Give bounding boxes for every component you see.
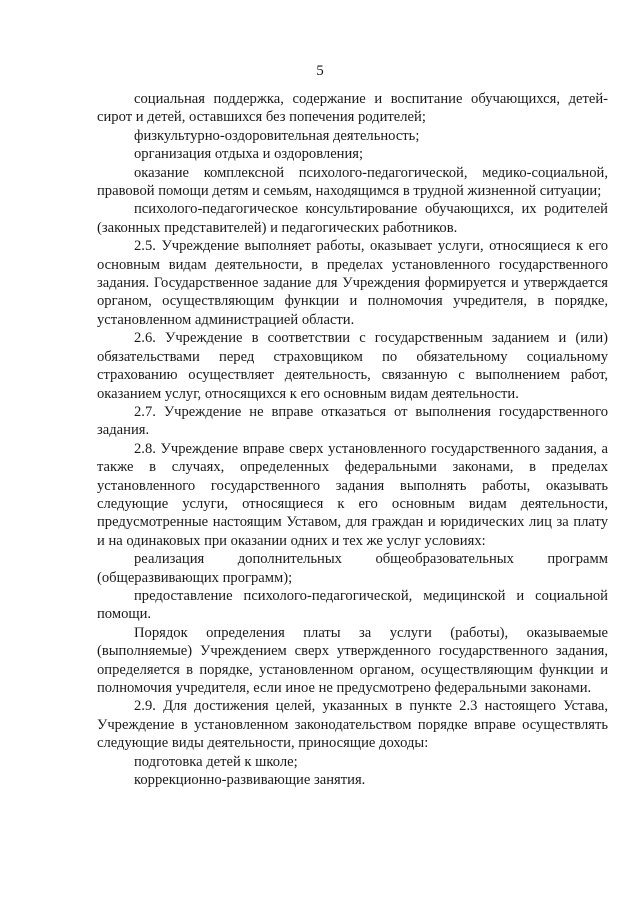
paragraph-additional-programs: реализация дополнительных общеобразовательных программ (общеразвивающих программ); [97, 551, 608, 586]
paragraph-psych-consulting: психолого-педагогическое консультирование обучающихся, их родителей (законных представителей) и педагогических работников. [97, 201, 608, 236]
paragraph-recreation: организация отдыха и оздоровления; [134, 146, 364, 163]
paragraph-school-preparation: подготовка детей к школе; [134, 753, 298, 770]
paragraph-clause-2-8: 2.8. Учреждение вправе сверх установленного государственного задания, а также в случаях, определенных федеральными законами, в пределах установленного государственного задания выполнять работы, оказывать следующие услуги, относящиеся к его основным видам деятельности, предусмотренные настоящим Уставом, для граждан и юридических лиц за плату и на одинаковых при оказании одних и тех же услуг условиях: [97, 440, 608, 549]
paragraph-clause-2-5: 2.5. Учреждение выполняет работы, оказывает услуги, относящиеся к его основным видам деятельности, в пределах установленного государственного задания. Государственное задание для Учреждения формируется и утверждается органом, осуществляющим функции и полномочия учредителя, в порядке, установленном администрацией области. [97, 238, 608, 328]
paragraph-clause-2-6: 2.6. Учреждение в соответствии с государственным заданием и (или) обязательствами перед страховщиком по обязательному социальному страхованию осуществляет деятельность, связанную с выполнением работ, оказанием услуг, относящихся к его основным видам деятельности. [97, 330, 608, 402]
document-body [97, 90, 608, 789]
paragraph-correctional-classes: коррекционно-развивающие занятия. [134, 772, 366, 789]
page-number: 5 [316, 63, 324, 79]
paragraph-clause-2-9: 2.9. Для достижения целей, указанных в пункте 2.3 настоящего Устава, Учреждение в установленном законодательством порядке вправе осуществлять следующие виды деятельности, приносящие доходы: [97, 698, 608, 752]
paragraph-physical-culture: физкультурно-оздоровительная деятельность; [134, 127, 420, 144]
paragraph-social-support: социальная поддержка, содержание и воспитание обучающихся, детей-сирот и детей, оставшихся без попечения родителей; [97, 91, 608, 126]
paragraph-clause-2-7: 2.7. Учреждение не вправе отказаться от выполнения государственного задания. [97, 403, 608, 439]
paragraph-psych-medical-help: предоставление психолого-педагогической, медицинской и социальной помощи. [97, 587, 608, 623]
paragraph-fee-procedure: Порядок определения платы за услуги (работы), оказываемые (выполняемые) Учреждением сверх утвержденного государственного задания, определяется в порядке, установленном органом, осуществляющим функции и полномочия учредителя, если иное не предусмотрено федеральными законами. [97, 624, 608, 696]
paragraph-complex-assistance: оказание комплексной психолого-педагогической, медико-социальной, правовой помощи детям и семьям, находящимся в трудной жизненной ситуации; [97, 164, 608, 200]
